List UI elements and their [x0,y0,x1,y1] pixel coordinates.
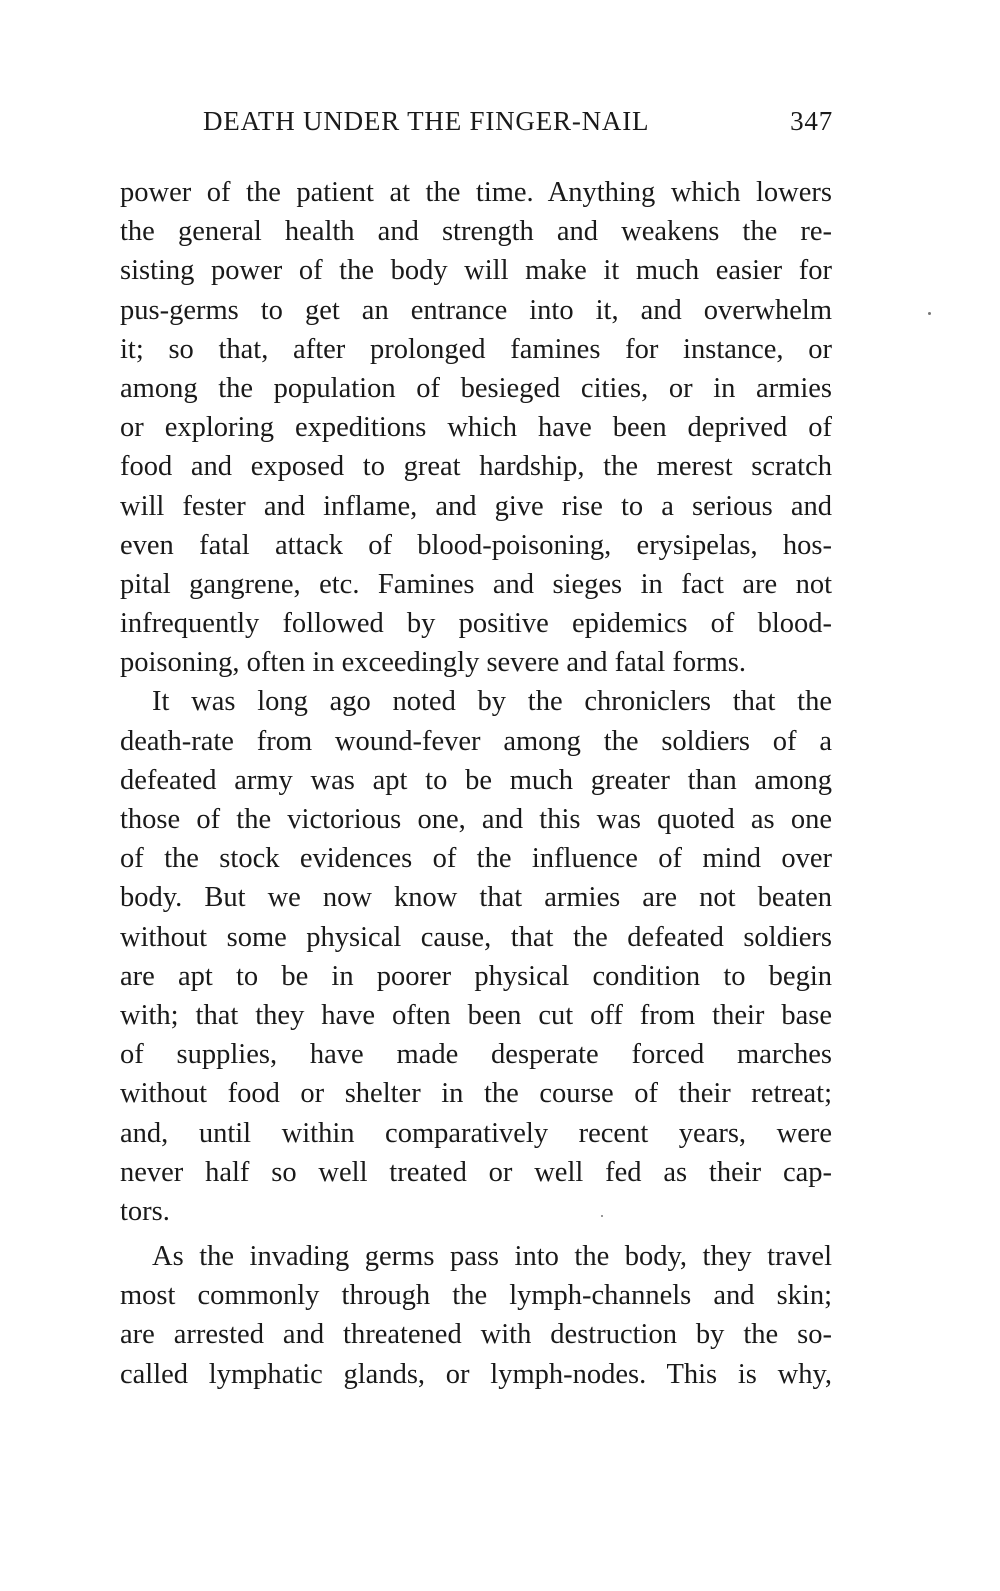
text-line: of supplies, have made desperate forced marches [120,1039,832,1071]
text-line: will fester and inflame, and give rise to a serious and [120,490,832,522]
page-number: 347 [790,106,833,136]
text-line: tors. [120,1195,170,1227]
text-line: even fatal attack of blood-poisoning, erysipelas, hos- [120,529,832,561]
text-line: most commonly through the lymph-channels and skin; [120,1280,832,1312]
text-line: body. But we now know that armies are not beaten [120,882,832,914]
text-line: It was long ago noted by the chroniclers that the [152,686,832,718]
text-line: pital gangrene, etc. Famines and sieges in fact are not [120,568,832,600]
text-line: infrequently followed by positive epidemics of blood- [120,608,832,640]
text-line: among the population of besieged cities, or in armies [120,372,832,404]
paragraph-2 [120,682,832,1231]
text-line: of the stock evidences of the influence of mind over [120,843,832,875]
text-line: defeated army was apt to be much greater than among [120,764,832,796]
text-line: called lymphatic glands, or lymph-nodes. This is why, [120,1358,832,1390]
text-line: with; that they have often been cut off from their base [120,999,832,1031]
text-line: power of the patient at the time. Anything which lowers [120,177,832,208]
text-line: sisting power of the body will make it much easier for [120,255,832,287]
paragraph-3 [120,1237,832,1394]
text-line: and, until within comparatively recent years, were [120,1117,832,1149]
text-line: As the invading germs pass into the body, they travel [152,1241,832,1273]
text-line: pus-germs to get an entrance into it, and overwhelm [120,294,832,326]
text-line: are arrested and threatened with destruction by the so- [120,1319,832,1351]
text-line: those of the victorious one, and this was quoted as one [120,804,832,835]
text-line: food and exposed to great hardship, the merest scratch [120,451,832,483]
text-line: it; so that, after prolonged famines for instance, or [120,333,832,365]
paragraph-1 [120,173,832,682]
text-line: without some physical cause, that the defeated soldiers [120,921,832,953]
text-line: or exploring expeditions which have been deprived of [120,412,832,444]
text-line: are apt to be in poorer physical condition to begin [120,960,832,992]
text-line: poisoning, often in exceedingly severe and fatal forms. [120,647,747,679]
running-head [203,106,833,146]
running-title: DEATH UNDER THE FINGER-NAIL [203,106,650,136]
text-line: the general health and strength and weakens the re- [120,216,832,248]
text-line: death-rate from wound-fever among the soldiers of a [120,725,832,757]
scan-speck [601,1215,603,1217]
scan-speck [928,312,931,315]
text-line: without food or shelter in the course of their retreat; [120,1078,832,1110]
text-line: never half so well treated or well fed as their cap- [120,1156,832,1188]
body-text [120,173,832,1394]
